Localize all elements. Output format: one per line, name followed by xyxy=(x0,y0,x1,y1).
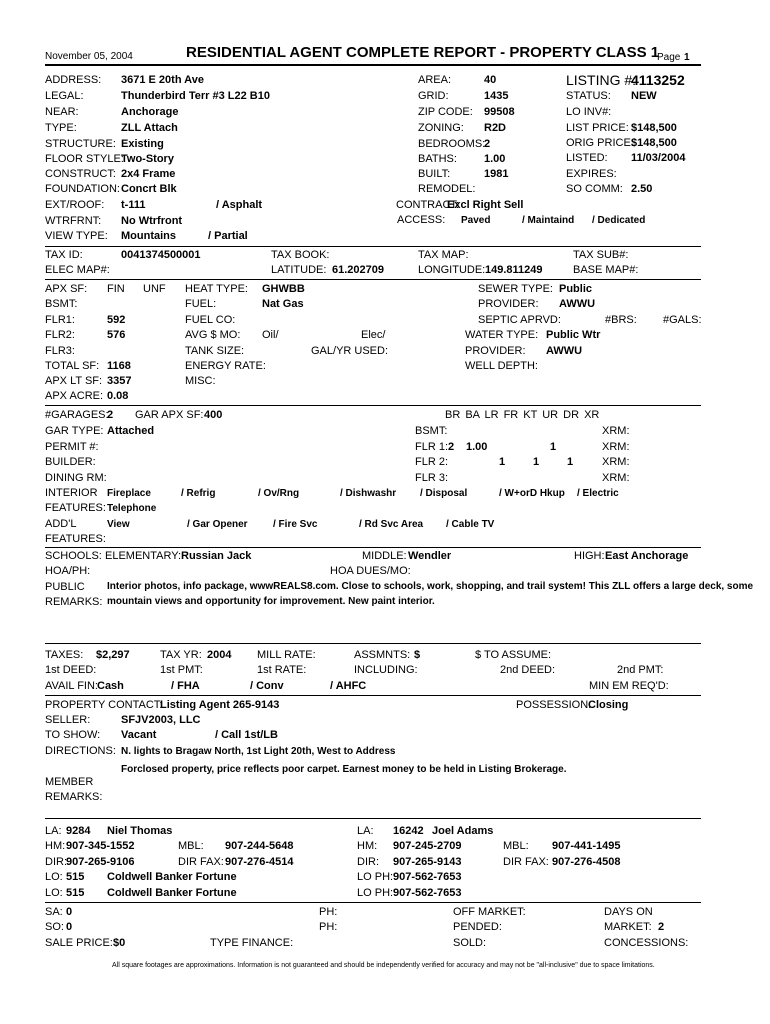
rooms-flr1-ba: 1.00 xyxy=(466,441,488,453)
tax-book-label: TAX BOOK: xyxy=(271,249,330,261)
access-value-3: / Dedicated xyxy=(592,215,646,226)
assmnts-label: ASSMNTS: xyxy=(354,649,411,661)
view-type-value-1: Mountains xyxy=(121,230,176,242)
dining-label: DINING RM: xyxy=(45,472,107,484)
orig-price-label: ORIG PRICE: xyxy=(566,137,634,149)
lo-name: Coldwell Banker Fortune xyxy=(107,871,237,883)
built-value: 1981 xyxy=(484,168,509,180)
property-contact-label: PROPERTY CONTACT: xyxy=(45,699,163,711)
elementary-value: Russian Jack xyxy=(181,550,252,562)
baths-value: 1.00 xyxy=(484,153,506,165)
access-label: ACCESS: xyxy=(397,214,446,226)
mill-rate-label: MILL RATE: xyxy=(257,649,316,661)
legal-label: LEGAL: xyxy=(45,90,84,102)
latitude-label: LATITUDE: xyxy=(271,264,327,276)
dir2-value: 907-265-9143 xyxy=(393,856,462,868)
bedrooms-label: BEDROOMS: xyxy=(418,138,486,150)
addl-item: / Gar Opener xyxy=(187,519,248,530)
seller-label: SELLER: xyxy=(45,714,91,726)
lo-ph-value: 907-562-7653 xyxy=(393,871,462,883)
unf-label: UNF xyxy=(143,283,166,295)
rooms-flr2-lr: 1 xyxy=(499,456,506,468)
dir-value: 907-265-9106 xyxy=(66,856,135,868)
first-rate-label: 1st RATE: xyxy=(257,664,307,676)
la2-label: LA: xyxy=(357,825,374,837)
water-provider-value: AWWU xyxy=(546,345,583,357)
directions-label: DIRECTIONS: xyxy=(45,745,116,757)
assmnts-value: $ xyxy=(414,649,421,661)
gal-yr-label: GAL/YR USED: xyxy=(311,345,389,357)
hm-value: 907-345-1552 xyxy=(66,840,135,852)
permit-label: PERMIT #: xyxy=(45,441,99,453)
lo-ph2-label: LO PH: xyxy=(357,887,394,899)
sewer-provider-value: AWWU xyxy=(559,298,596,310)
avail-fin-value-3: / Conv xyxy=(250,680,284,692)
la-id: 9284 xyxy=(66,825,91,837)
zoning-label: ZONING: xyxy=(418,122,464,134)
list-price-label: LIST PRICE: xyxy=(566,122,629,134)
apx-lt-sf-value: 3357 xyxy=(107,375,132,387)
access-value-2: / Maintaind xyxy=(522,215,575,226)
divider-4 xyxy=(45,547,701,548)
seller-value: SFJV2003, LLC xyxy=(121,714,201,726)
apx-lt-sf-label: APX LT SF: xyxy=(45,375,103,387)
type-label: TYPE: xyxy=(45,122,77,134)
addl-item: View xyxy=(107,519,130,530)
divider-2 xyxy=(45,279,701,280)
lo-inv-label: LO INV#: xyxy=(566,106,612,118)
sale-price-value: $0 xyxy=(113,937,126,949)
schools-label: SCHOOLS: xyxy=(45,550,102,562)
report-title: RESIDENTIAL AGENT COMPLETE REPORT - PROPERTY CLASS 1 xyxy=(186,44,660,61)
gar-type-value: Attached xyxy=(107,425,155,437)
energy-rate-label: ENERGY RATE: xyxy=(185,360,266,372)
access-value-1: Paved xyxy=(461,215,491,226)
apx-acre-label: APX ACRE: xyxy=(45,390,104,402)
member-remarks-label-2: REMARKS: xyxy=(45,791,103,803)
gar-type-label: GAR TYPE: xyxy=(45,425,104,437)
builder-label: BUILDER: xyxy=(45,456,96,468)
structure-value: Existing xyxy=(121,138,164,150)
floor-style-label: FLOOR STYLE: xyxy=(45,153,124,165)
tax-sub-label: TAX SUB#: xyxy=(573,249,629,261)
so-value: 0 xyxy=(66,921,73,933)
interior-item: Telephone xyxy=(107,503,157,514)
rooms-flr1-kt: 1 xyxy=(550,441,557,453)
xrm-label-3: XRM: xyxy=(602,456,630,468)
expires-label: EXPIRES: xyxy=(566,168,617,180)
second-pmt-label: 2nd PMT: xyxy=(617,664,664,676)
water-type-value: Public Wtr xyxy=(546,329,601,341)
member-remarks-value: Forclosed property, price reflects poor carpet. Earnest money to be held in Listing Brokerage. xyxy=(121,764,567,775)
rooms-flr2-fr: 1 xyxy=(533,456,540,468)
foundation-value: Concrt Blk xyxy=(121,183,177,195)
including-label: INCLUDING: xyxy=(354,664,418,676)
middle-value: Wendler xyxy=(408,550,452,562)
xrm-label-1: XRM: xyxy=(602,425,630,437)
so-comm-label: SO COMM: xyxy=(566,183,623,195)
days-on-label: DAYS ON xyxy=(604,906,653,918)
contract-label: CONTRACT: xyxy=(396,199,459,211)
high-label: HIGH: xyxy=(574,550,605,562)
lo2-name: Coldwell Banker Fortune xyxy=(107,887,237,899)
rooms-flr1-br: 2 xyxy=(448,441,455,453)
zip-label: ZIP CODE: xyxy=(418,106,473,118)
dir2-label: DIR: xyxy=(357,856,379,868)
bedrooms-value: 2 xyxy=(484,138,491,150)
market-value: 2 xyxy=(658,921,665,933)
zoning-value: R2D xyxy=(484,122,507,134)
la2-name: Joel Adams xyxy=(432,825,494,837)
garages-label: #GARAGES: xyxy=(45,409,109,421)
interior-item: / Refrig xyxy=(181,488,216,499)
sold-label: SOLD: xyxy=(453,937,487,949)
address-value: 3671 E 20th Ave xyxy=(121,74,204,86)
fin-label: FIN xyxy=(107,283,125,295)
grid-label: GRID: xyxy=(418,90,449,102)
divider-5 xyxy=(45,643,701,644)
mbl-label: MBL: xyxy=(178,840,204,852)
lo2-id: 515 xyxy=(66,887,85,899)
water-provider-label: PROVIDER: xyxy=(465,345,526,357)
public-remarks-line-2: mountain views and opportunity for improvement. New paint interior. xyxy=(107,596,435,607)
list-price-value: $148,500 xyxy=(631,122,677,134)
hm-label: HM: xyxy=(45,840,66,852)
interior-label-2: FEATURES: xyxy=(45,502,106,514)
flr3-sf-label: FLR3: xyxy=(45,345,75,357)
tax-yr-label: TAX YR: xyxy=(160,649,202,661)
interior-item: / Disposal xyxy=(420,488,468,499)
ext-roof-value-2: / Asphalt xyxy=(216,199,263,211)
hm2-label: HM: xyxy=(357,840,378,852)
taxes-label: TAXES: xyxy=(45,649,84,661)
high-value: East Anchorage xyxy=(605,550,689,562)
remodel-label: REMODEL: xyxy=(418,183,476,195)
page-number: 1 xyxy=(684,52,690,63)
construct-value: 2x4 Frame xyxy=(121,168,176,180)
ph-label: PH: xyxy=(319,906,338,918)
total-sf-value: 1168 xyxy=(107,360,131,372)
avg-mo-label: AVG $ MO: xyxy=(185,329,241,341)
public-remarks-label-2: REMARKS: xyxy=(45,596,103,608)
dir-fax-value: 907-276-4514 xyxy=(225,856,294,868)
latitude-value: 61.202709 xyxy=(332,264,384,276)
xrm-label-2: XRM: xyxy=(602,441,630,453)
apx-acre-value: 0.08 xyxy=(107,390,129,402)
avail-fin-value-4: / AHFC xyxy=(330,680,367,692)
divider-7 xyxy=(45,818,701,819)
bsmt-sf-label: BSMT: xyxy=(45,298,78,310)
addl-item: / Fire Svc xyxy=(273,519,318,530)
market-label: MARKET: xyxy=(604,921,652,933)
rooms-flr3-label: FLR 3: xyxy=(415,472,449,484)
elec-map-label: ELEC MAP#: xyxy=(45,264,110,276)
heat-type-value: GHWBB xyxy=(262,283,305,295)
sa-value: 0 xyxy=(66,906,73,918)
concessions-label: CONCESSIONS: xyxy=(604,937,689,949)
septic-label: SEPTIC APRVD: xyxy=(478,314,561,326)
listing-label: LISTING #: xyxy=(566,72,637,88)
view-type-label: VIEW TYPE: xyxy=(45,230,108,242)
flr1-sf-value: 592 xyxy=(107,314,126,326)
area-value: 40 xyxy=(484,74,497,86)
tank-size-label: TANK SIZE: xyxy=(185,345,245,357)
flr1-sf-label: FLR1: xyxy=(45,314,75,326)
view-type-value-2: / Partial xyxy=(208,230,248,242)
status-label: STATUS: xyxy=(566,90,611,102)
status-value: NEW xyxy=(631,90,657,102)
listed-label: LISTED: xyxy=(566,152,608,164)
report-date: November 05, 2004 xyxy=(45,51,133,62)
well-depth-label: WELL DEPTH: xyxy=(465,360,538,372)
footer-disclaimer: All square footages are approximations. Information is not guaranteed and should be independently verified for accuracy and may not be "all-inclusive" due to space limitations. xyxy=(112,962,655,969)
mbl-value: 907-244-5648 xyxy=(225,840,294,852)
sewer-provider-label: PROVIDER: xyxy=(478,298,539,310)
type-finance-label: TYPE FINANCE: xyxy=(210,937,294,949)
gar-apx-sf-label: GAR APX SF: xyxy=(135,409,204,421)
sewer-type-label: SEWER TYPE: xyxy=(478,283,553,295)
dir-fax2-value: 907-276-4508 xyxy=(552,856,621,868)
baths-label: BATHS: xyxy=(418,153,457,165)
apx-sf-label: APX SF: xyxy=(45,283,88,295)
divider-6 xyxy=(45,695,701,696)
taxes-value: $2,297 xyxy=(96,649,130,661)
sewer-type-value: Public xyxy=(559,283,593,295)
to-assume-label: $ TO ASSUME: xyxy=(475,649,552,661)
hoa-dues-label: HOA DUES/MO: xyxy=(330,565,411,577)
interior-label-1: INTERIOR xyxy=(45,487,98,499)
floor-style-value: Two-Story xyxy=(121,153,174,165)
gar-apx-sf-value: 400 xyxy=(204,409,223,421)
base-map-label: BASE MAP#: xyxy=(573,264,639,276)
addl-label-2: FEATURES: xyxy=(45,533,106,545)
lo-ph-label: LO PH: xyxy=(357,871,394,883)
lo-label: LO: xyxy=(45,871,63,883)
tax-id-label: TAX ID: xyxy=(45,249,83,261)
lo-id: 515 xyxy=(66,871,85,883)
wtrfrnt-label: WTRFRNT: xyxy=(45,215,102,227)
mbl2-value: 907-441-1495 xyxy=(552,840,621,852)
first-deed-label: 1st DEED: xyxy=(45,664,97,676)
min-em-label: MIN EM REQ'D: xyxy=(589,680,669,692)
tax-id-value: 0041374500001 xyxy=(121,249,201,261)
first-pmt-label: 1st PMT: xyxy=(160,664,203,676)
rooms-flr2-label: FLR 2: xyxy=(415,456,449,468)
directions-value: N. lights to Bragaw North, 1st Light 20th, West to Address xyxy=(121,746,396,757)
fuel-co-label: FUEL CO: xyxy=(185,314,236,326)
near-value: Anchorage xyxy=(121,106,179,118)
member-remarks-label-1: MEMBER xyxy=(45,776,94,788)
sa-label: SA: xyxy=(45,906,63,918)
lo-ph2-value: 907-562-7653 xyxy=(393,887,462,899)
mbl2-label: MBL: xyxy=(503,840,529,852)
avail-fin-value-1: Cash xyxy=(97,680,124,692)
xrm-label-4: XRM: xyxy=(602,472,630,484)
property-contact-value: Listing Agent 265-9143 xyxy=(160,699,280,711)
header-divider xyxy=(45,64,701,66)
avail-fin-label: AVAIL FIN: xyxy=(45,680,98,692)
total-sf-label: TOTAL SF: xyxy=(45,360,100,372)
public-remarks-label-1: PUBLIC xyxy=(45,581,85,593)
flr2-sf-label: FLR2: xyxy=(45,329,75,341)
address-label: ADDRESS: xyxy=(45,74,102,86)
avg-mo-elec: Elec/ xyxy=(361,329,386,341)
la-name: Niel Thomas xyxy=(107,825,173,837)
second-deed-label: 2nd DEED: xyxy=(500,664,556,676)
flr2-sf-value: 576 xyxy=(107,329,126,341)
fuel-value: Nat Gas xyxy=(262,298,304,310)
interior-item: / Dishwashr xyxy=(340,488,397,499)
legal-value: Thunderbird Terr #3 L22 B10 xyxy=(121,90,270,102)
hoa-ph-label: HOA/PH: xyxy=(45,565,91,577)
so-label: SO: xyxy=(45,921,64,933)
listed-value: 11/03/2004 xyxy=(631,152,686,164)
sale-price-label: SALE PRICE: xyxy=(45,937,113,949)
la2-id: 16242 xyxy=(393,825,424,837)
interior-item: Fireplace xyxy=(107,488,151,499)
contract-value: Excl Right Sell xyxy=(447,199,524,211)
brs-label: #BRS: xyxy=(605,314,637,326)
hm2-value: 907-245-2709 xyxy=(393,840,462,852)
tax-map-label: TAX MAP: xyxy=(418,249,469,261)
longitude-label: LONGITUDE: xyxy=(418,264,486,276)
pended-label: PENDED: xyxy=(453,921,502,933)
page-label: Page xyxy=(657,52,681,63)
wtrfrnt-value: No Wtrfront xyxy=(121,215,183,227)
listing-number: 4113252 xyxy=(631,72,685,88)
orig-price-value: $148,500 xyxy=(631,137,677,149)
middle-label: MIDDLE: xyxy=(362,550,407,562)
ext-roof-value-1: t-111 xyxy=(121,199,146,211)
lo2-label: LO: xyxy=(45,887,63,899)
area-label: AREA: xyxy=(418,74,452,86)
interior-item: / Electric xyxy=(577,488,619,499)
built-label: BUILT: xyxy=(418,168,451,180)
off-market-label: OFF MARKET: xyxy=(453,906,526,918)
gals-label: #GALS: xyxy=(663,314,702,326)
misc-label: MISC: xyxy=(185,375,216,387)
foundation-label: FOUNDATION: xyxy=(45,183,120,195)
divider-1 xyxy=(45,246,701,247)
to-show-label: TO SHOW: xyxy=(45,729,101,741)
garages-value: 2 xyxy=(107,409,114,421)
addl-item: / Rd Svc Area xyxy=(359,519,424,530)
divider-3 xyxy=(45,405,701,406)
near-label: NEAR: xyxy=(45,106,79,118)
interior-item: / W+orD Hkup xyxy=(499,488,565,499)
to-show-value-1: Vacant xyxy=(121,729,157,741)
elementary-label: ELEMENTARY: xyxy=(105,550,182,562)
to-show-value-2: / Call 1st/LB xyxy=(215,729,278,741)
possession-value: Closing xyxy=(588,699,629,711)
grid-value: 1435 xyxy=(484,90,509,102)
so-comm-value: 2.50 xyxy=(631,183,653,195)
addl-item: / Cable TV xyxy=(446,519,495,530)
tax-yr-value: 2004 xyxy=(207,649,232,661)
rooms-flr2-kt: 1 xyxy=(567,456,574,468)
ext-roof-label: EXT/ROOF: xyxy=(45,199,105,211)
construct-label: CONSTRUCT: xyxy=(45,168,116,180)
rooms-flr1-label: FLR 1: xyxy=(415,441,449,453)
type-value: ZLL Attach xyxy=(121,122,178,134)
ph2-label: PH: xyxy=(319,921,338,933)
public-remarks-line-1: Interior photos, info package, wwwREALS8.com. Close to schools, work, shopping, and trail system! This ZLL offers a large deck, some xyxy=(107,581,754,592)
dir-fax2-label: DIR FAX: xyxy=(503,856,549,868)
fuel-label: FUEL: xyxy=(185,298,217,310)
longitude-value: 149.811249 xyxy=(485,264,543,276)
rooms-header: BR BA LR FR KT UR DR XR xyxy=(445,409,600,421)
avail-fin-value-2: / FHA xyxy=(171,680,200,692)
addl-label-1: ADD'L xyxy=(45,518,77,530)
la-label: LA: xyxy=(45,825,62,837)
heat-type-label: HEAT TYPE: xyxy=(185,283,248,295)
structure-label: STRUCTURE: xyxy=(45,138,116,150)
dir-fax-label: DIR FAX: xyxy=(178,856,224,868)
divider-8 xyxy=(45,902,701,903)
zip-value: 99508 xyxy=(484,106,515,118)
rooms-bsmt-label: BSMT: xyxy=(415,425,448,437)
interior-item: / Ov/Rng xyxy=(258,488,300,499)
possession-label: POSSESSION: xyxy=(516,699,592,711)
dir-label: DIR: xyxy=(45,856,67,868)
water-type-label: WATER TYPE: xyxy=(465,329,539,341)
avg-mo-oil: Oil/ xyxy=(262,329,279,341)
